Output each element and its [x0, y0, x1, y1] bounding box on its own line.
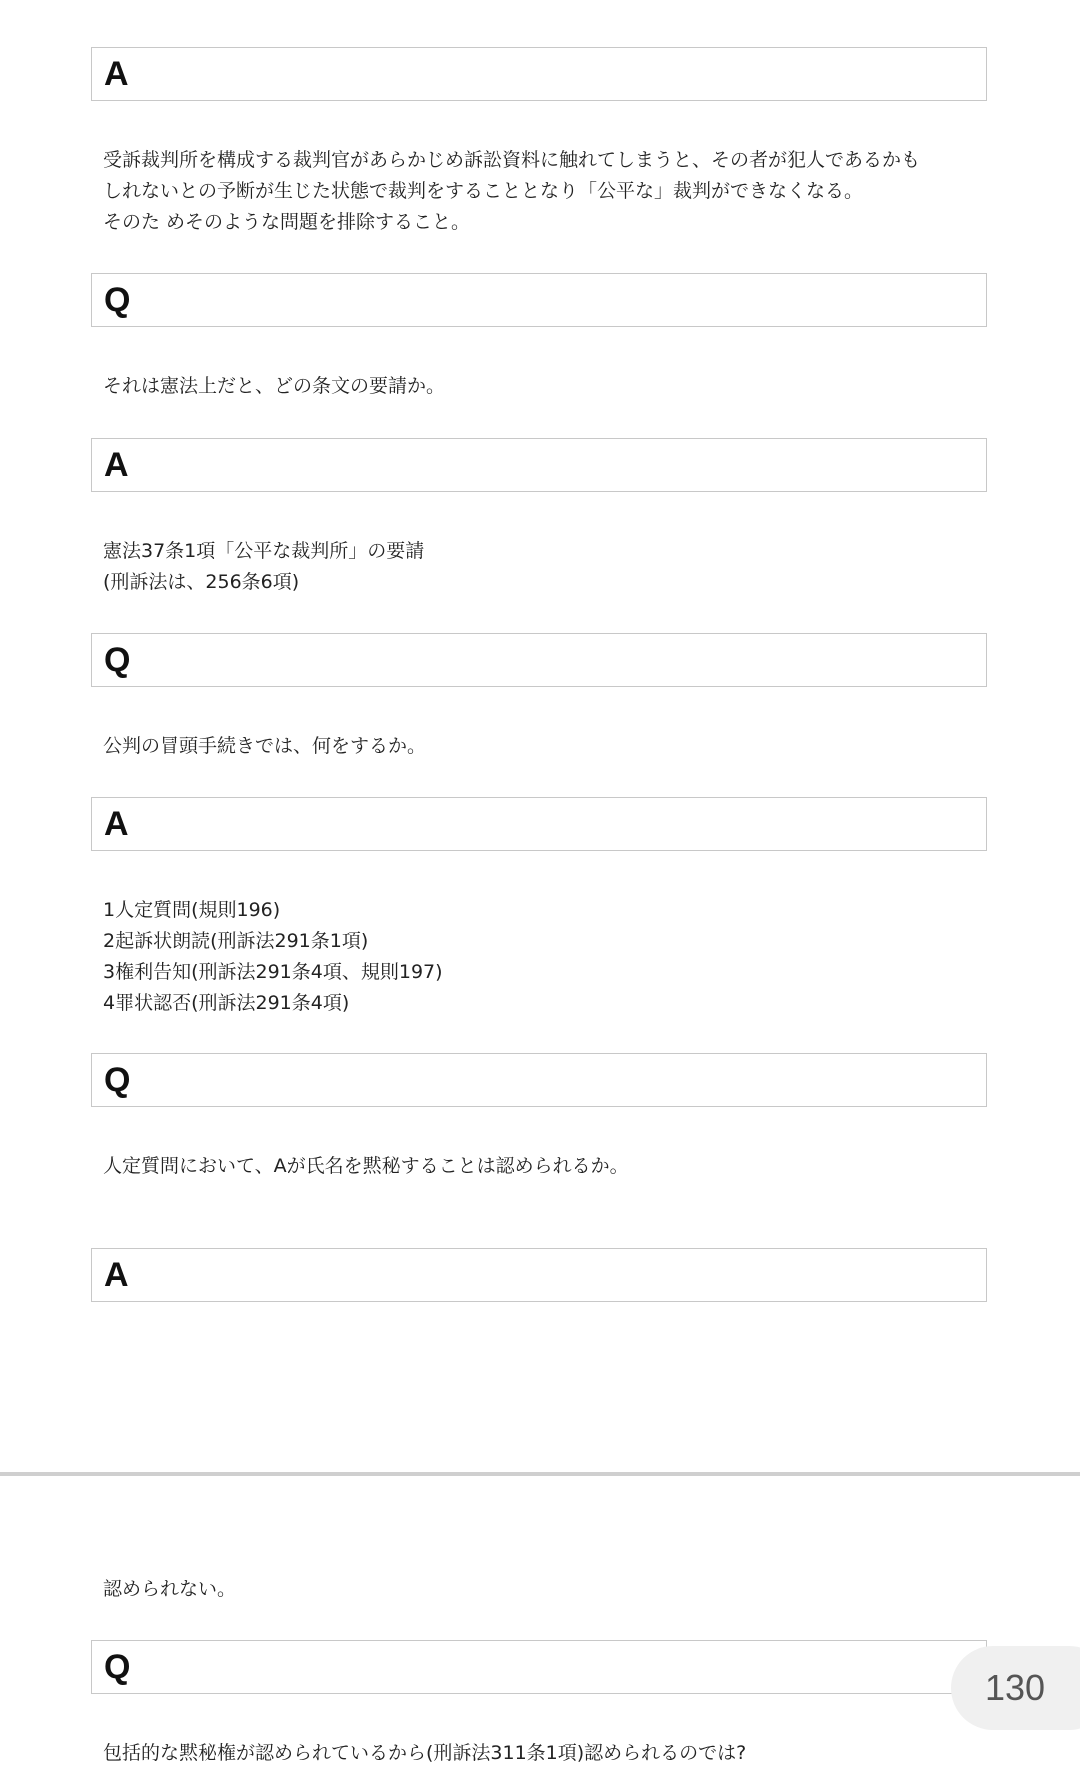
answer-header-box: [91, 438, 987, 492]
text-line: 包括的な黙秘権が認められているから(刑訴法311条1項)認められるのでは?: [103, 1742, 747, 1764]
text-line: 受訴裁判所を構成する裁判官があらかじめ訴訟資料に触れてしまうと、その者が犯人であるかも: [103, 149, 921, 171]
question-text: [103, 1151, 983, 1182]
text-line: 3権利告知(刑訴法291条4項、規則197): [103, 961, 443, 983]
text-line: そのた めそのような問題を排除すること。: [103, 211, 471, 233]
answer-text: [103, 895, 983, 1019]
question-header-box: [91, 273, 987, 327]
question-text: [103, 731, 983, 762]
answer-header-box: [91, 47, 987, 101]
answer-label: A: [104, 55, 129, 93]
answer-label: A: [104, 446, 129, 484]
text-line: 4罪状認否(刑訴法291条4項): [103, 992, 350, 1014]
answer-text: [103, 1574, 983, 1605]
question-label: Q: [104, 281, 131, 319]
answer-label: A: [104, 805, 129, 843]
question-header-box: [91, 1053, 987, 1107]
page-number: 130: [985, 1667, 1046, 1708]
answer-header-box: [91, 797, 987, 851]
question-text: [103, 371, 983, 402]
question-text: [103, 1738, 983, 1769]
answer-text: [103, 536, 983, 598]
text-line: 人定質問において、Aが氏名を黙秘することは認められるか。: [103, 1155, 629, 1177]
question-label: Q: [104, 1648, 131, 1686]
text-line: それは憲法上だと、どの条文の要請か。: [103, 375, 446, 397]
text-line: 憲法37条1項「公平な裁判所」の要請: [103, 540, 425, 562]
answer-header-box: [91, 1248, 987, 1302]
text-line: 1人定質問(規則196): [103, 899, 281, 921]
answer-label: A: [104, 1256, 129, 1294]
text-line: 公判の冒頭手続きでは、何をするか。: [103, 735, 427, 757]
question-header-box: [91, 633, 987, 687]
question-header-box: [91, 1640, 987, 1694]
page-divider: [0, 1472, 1080, 1476]
text-line: 認められない。: [103, 1578, 237, 1600]
text-line: 2起訴状朗読(刑訴法291条1項): [103, 930, 369, 952]
question-label: Q: [104, 641, 131, 679]
text-line: しれないとの予断が生じた状態で裁判をすることとなり「公平な」裁判ができなくなる。: [103, 180, 864, 202]
answer-text: [103, 145, 983, 238]
question-label: Q: [104, 1061, 131, 1099]
text-line: (刑訴法は、256条6項): [103, 571, 300, 593]
